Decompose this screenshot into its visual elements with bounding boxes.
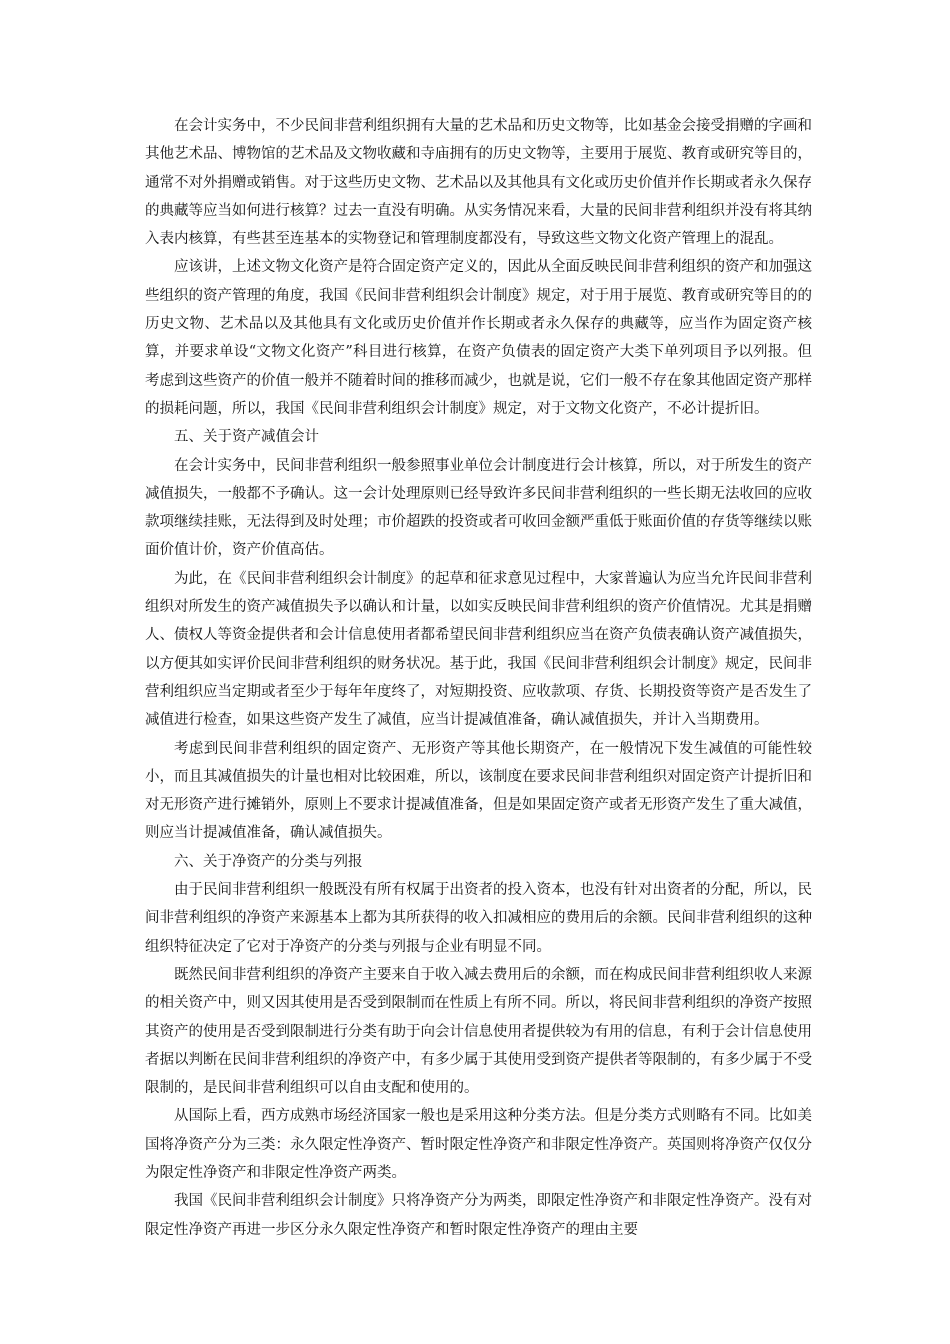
paragraph-international-practice: 从国际上看，西方成熟市场经济国家一般也是采用这种分类方法。但是分类方式则略有不同。比如美国将净资产分为三类：永久限定性净资产、暂时限定性净资产和非限定性净资产。英国则将净资产仅仅分为限定性净资产和非限定性净资产两类。 <box>145 1108 812 1181</box>
paragraph-cultural-assets-rule: 应该讲，上述文物文化资产是符合固定资产定义的，因此从全面反映民间非营利组织的资产和加强这些组织的资产管理的角度，我国《民间非营利组织会计制度》规定，对于用于展览、教育或研究等目的的历史文物、艺术品以及其他具有文化或历史价值并作长期或者永久保存的典藏等，应当作为固定资产核算，并要求单设“文物文化资产”科目进行核算，在资产负债表的固定资产大类下单列项目予以列报。但考虑到这些资产的价值一般并不随着时间的推移而减少，也就是说，它们一般不存在象其他固定资产那样的损耗问题，所以，我国《民间非营利组织会计制度》规定，对于文物文化资产，不必计提折旧。 <box>145 259 812 417</box>
paragraph-net-assets-classification: 既然民间非营利组织的净资产主要来自于收入减去费用后的余额，而在构成民间非营利组织收人来源的相关资产中，则又因其使用是否受到限制而在性质上有所不同。所以，将民间非营利组织的净资产按照其资产的使用是否受到限制进行分类有助于向会计信息使用者提供较为有用的信息，有利于会计信息使用者据以判断在民间非营利组织的净资产中，有多少属于其使用受到资产提供者等限制的，有多少属于不受限制的，是民间非营利组织可以自由支配和使用的。 <box>145 966 812 1097</box>
section-heading-net-assets: 六、关于净资产的分类与列报 <box>174 853 363 870</box>
paragraph-impairment-practice: 在会计实务中，民间非营利组织一般参照事业单位会计制度进行会计核算，所以，对于所发生的资产减值损失，一般都不予确认。这一会计处理原则已经导致许多民间非营利组织的一些长期无法收回的应收款项继续挂账，无法得到及时处理；市价超跌的投资或者可收回金额严重低于账面价值的存货等继续以账面价值计价，资产价值高估。 <box>145 457 812 559</box>
paragraph-impairment-rule: 为此，在《民间非营利组织会计制度》的起草和征求意见过程中，大家普遍认为应当允许民间非营利组织对所发生的资产减值损失予以确认和计量，以如实反映民间非营利组织的资产价值情况。尤其是捐赠人、债权人等资金提供者和会计信息使用者都希望民间非营利组织应当在资产负债表确认资产减值损失，以方便其如实评价民间非营利组织的财务状况。基于此，我国《民间非营利组织会计制度》规定，民间非营利组织应当定期或者至少于每年年度终了，对短期投资、应收款项、存货、长期投资等资产是否发生了减值进行检查，如果这些资产发生了减值，应当计提减值准备，确认减值损失，并计入当期费用。 <box>145 570 812 729</box>
paragraph-net-assets-source: 由于民间非营利组织一般既没有所有权属于出资者的投入资本，也没有针对出资者的分配，所以，民间非营利组织的净资产来源基本上都为其所获得的收入扣减相应的费用后的余额。民间非营利组织的这种组织特征决定了它对于净资产的分类与列报与企业有明显不同。 <box>145 882 812 955</box>
paragraph-china-classification: 我国《民间非营利组织会计制度》只将净资产分为两类，即限定性净资产和非限定性净资产。没有对限定性净资产再进一步区分永久限定性净资产和暂时限定性净资产的理由主要 <box>145 1193 812 1238</box>
body-text <box>145 112 812 1244</box>
paragraph-long-term-assets: 考虑到民间非营利组织的固定资产、无形资产等其他长期资产，在一般情况下发生减值的可能性较小，而且其减值损失的计量也相对比较困难，所以，该制度在要求民间非营利组织对固定资产计提折旧和对无形资产进行摊销外，原则上不要求计提减值准备，但是如果固定资产或者无形资产发生了重大减值，则应当计提减值准备，确认减值损失。 <box>145 740 812 842</box>
paragraph-cultural-assets-practice: 在会计实务中，不少民间非营利组织拥有大量的艺术品和历史文物等，比如基金会接受捐赠的字画和其他艺术品、博物馆的艺术品及文物收藏和寺庙拥有的历史文物等，主要用于展览、教育或研究等目的，通常不对外捐赠或销售。对于这些历史文物、艺术品以及其他具有文化或历史价值并作长期或者永久保存的典藏等应当如何进行核算？过去一直没有明确。从实务情况来看，大量的民间非营利组织并没有将其纳入表内核算，有些甚至连基本的实物登记和管理制度都没有，导致这些文物文化资产管理上的混乱。 <box>145 118 812 248</box>
section-heading-impairment: 五、关于资产减值会计 <box>174 429 319 446</box>
